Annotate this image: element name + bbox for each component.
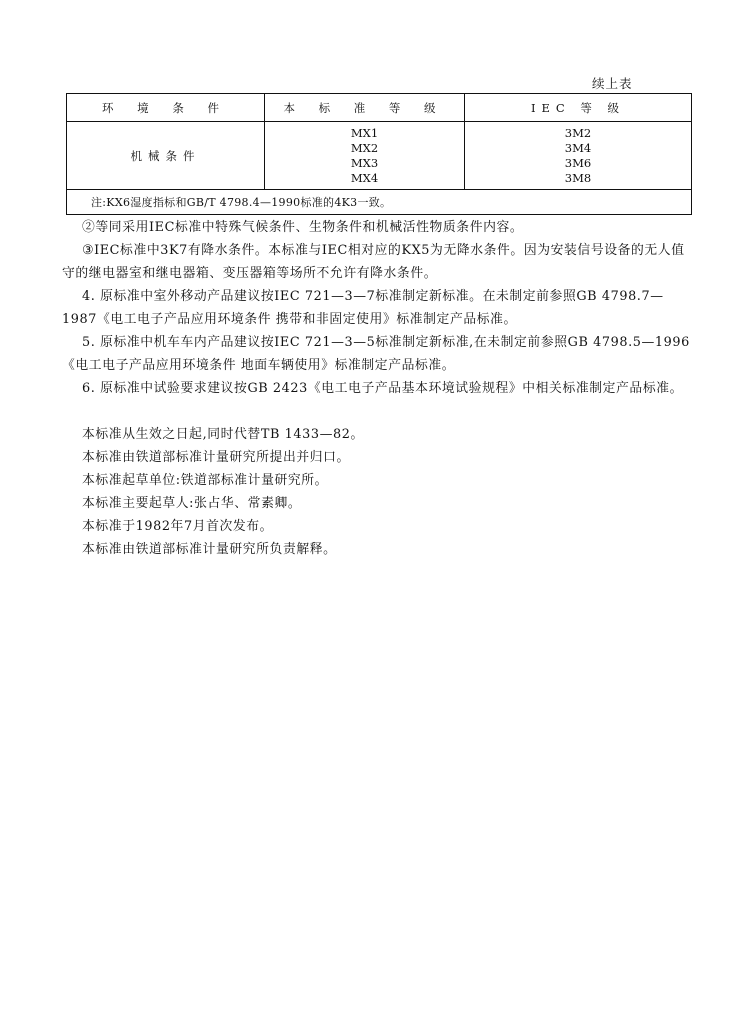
header-iec-level: IEC 等 级	[465, 94, 692, 122]
paragraph-vehicle: 5. 原标准中机车车内产品建议按IEC 721—3—5标准制定新标准,在未制定前参照GB 4798.5—1996《电工电子产品应用环境条件 地面车辆使用》标准制定产品标准。	[62, 335, 690, 373]
standard-level-item: MX2	[350, 141, 379, 155]
header-environment-condition: 环 境 条 件	[67, 94, 265, 122]
standard-level-item: MX1	[350, 126, 379, 140]
paragraph-outdoor-mobile: 4. 原标准中室外移动产品建议按IEC 721—3—7标准制定新标准。在未制定前参照GB 4798.7—1987《电工电子产品应用环境条件 携带和非固定使用》标准制定产品标准。	[62, 289, 664, 327]
paragraph-drafters: 本标准主要起草人:张占华、常素卿。	[82, 496, 302, 511]
table-note-row	[67, 190, 692, 215]
table-header-row	[67, 94, 692, 122]
paragraph-special-conditions: ②等同采用IEC标准中特殊气候条件、生物条件和机械活性物质条件内容。	[82, 220, 524, 235]
paragraph-replaces: 本标准从生效之日起,同时代替TB 1433—82。	[82, 427, 364, 442]
paragraph-proposed-by: 本标准由铁道部标准计量研究所提出并归口。	[82, 450, 350, 465]
environment-level-table	[66, 93, 692, 215]
iec-level-item: 3M8	[564, 171, 592, 185]
continuation-label: 续上表	[592, 76, 633, 91]
paragraph-rain-condition: ③IEC标准中3K7有降水条件。本标准与IEC相对应的KX5为无降水条件。因为安装信号设备的无人值守的继电器室和继电器箱、变压器箱等场所不允许有降水条件。	[62, 243, 685, 281]
standard-levels-cell	[265, 122, 465, 190]
paragraph-test-requirements: 6. 原标准中试验要求建议按GB 2423《电工电子产品基本环境试验规程》中相关标准制定产品标准。	[82, 381, 684, 396]
condition-cell: 机械条件	[67, 122, 265, 190]
paragraph-first-published: 本标准于1982年7月首次发布。	[82, 519, 274, 534]
iec-level-item: 3M6	[564, 156, 592, 170]
iec-level-item: 3M2	[564, 126, 592, 140]
standard-level-item: MX4	[350, 171, 379, 185]
iec-levels-cell	[465, 122, 692, 190]
table-row	[67, 122, 692, 190]
paragraph-drafting-unit: 本标准起草单位:铁道部标准计量研究所。	[82, 473, 329, 488]
standard-level-item: MX3	[350, 156, 379, 170]
iec-level-item: 3M4	[564, 141, 592, 155]
table-note: 注:KX6湿度指标和GB/T 4798.4—1990标准的4K3一致。	[67, 190, 692, 215]
paragraph-interpretation: 本标准由铁道部标准计量研究所负责解释。	[82, 542, 337, 557]
header-standard-level: 本 标 准 等 级	[265, 94, 465, 122]
